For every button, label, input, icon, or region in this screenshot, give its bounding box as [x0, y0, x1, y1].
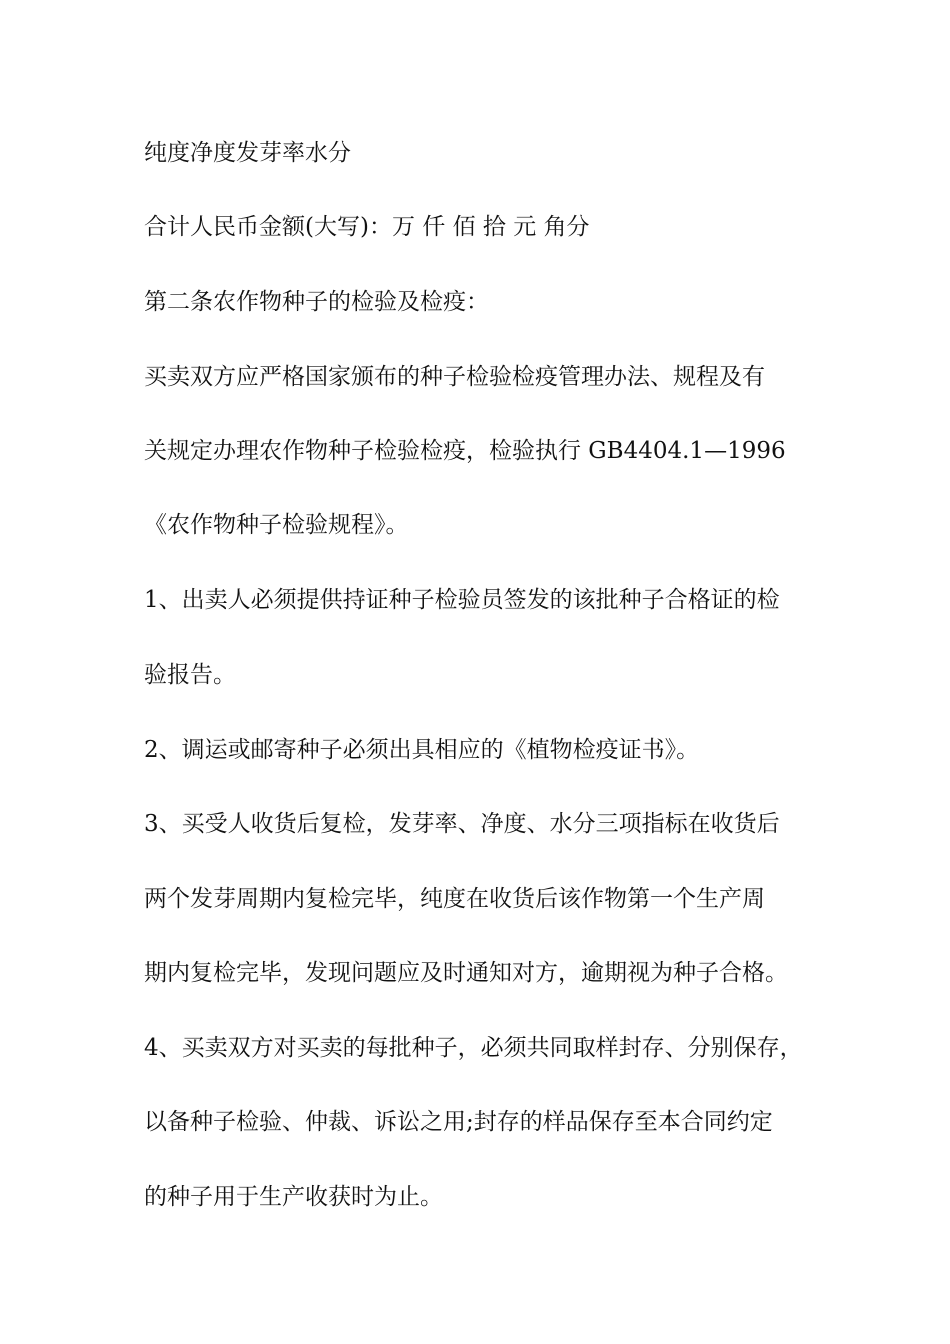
text-line-article-two-heading: 第二条农作物种子的检验及检疫： — [144, 289, 489, 315]
text-line-paragraph: 关规定办理农作物种子检验检疫，检验执行 GB4404.1—1996 — [144, 438, 786, 464]
text-line-purity-header: 纯度净度发芽率水分 — [144, 140, 351, 166]
text-line-paragraph: 买卖双方应严格国家颁布的种子检验检疫管理办法、规程及有 — [144, 364, 765, 390]
text-line-item-3: 3、买受人收货后复检，发芽率、净度、水分三项指标在收货后 — [144, 811, 780, 837]
text-line-item-4-cont: 以备种子检验、仲裁、诉讼之用;封存的样品保存至本合同约定 — [144, 1109, 773, 1135]
text-line-item-4-cont: 的种子用于生产收获时为止。 — [144, 1184, 443, 1210]
text-line-item-3-cont: 期内复检完毕，发现问题应及时通知对方，逾期视为种子合格。 — [144, 960, 788, 986]
text-line-item-1-cont: 验报告。 — [144, 662, 236, 688]
text-line-item-4: 4、买卖双方对买卖的每批种子，必须共同取样封存、分别保存， — [144, 1035, 803, 1061]
text-line-item-3-cont: 两个发芽周期内复检完毕，纯度在收货后该作物第一个生产周 — [144, 886, 765, 912]
text-line-item-2: 2、调运或邮寄种子必须出具相应的《植物检疫证书》。 — [144, 737, 700, 763]
text-line-item-1: 1、出卖人必须提供持证种子检验员签发的该批种子合格证的检 — [144, 587, 780, 613]
text-line-total-amount: 合计人民币金额(大写)：万 仟 佰 拾 元 角分 — [144, 214, 590, 240]
text-line-paragraph: 《农作物种子检验规程》。 — [144, 512, 409, 538]
